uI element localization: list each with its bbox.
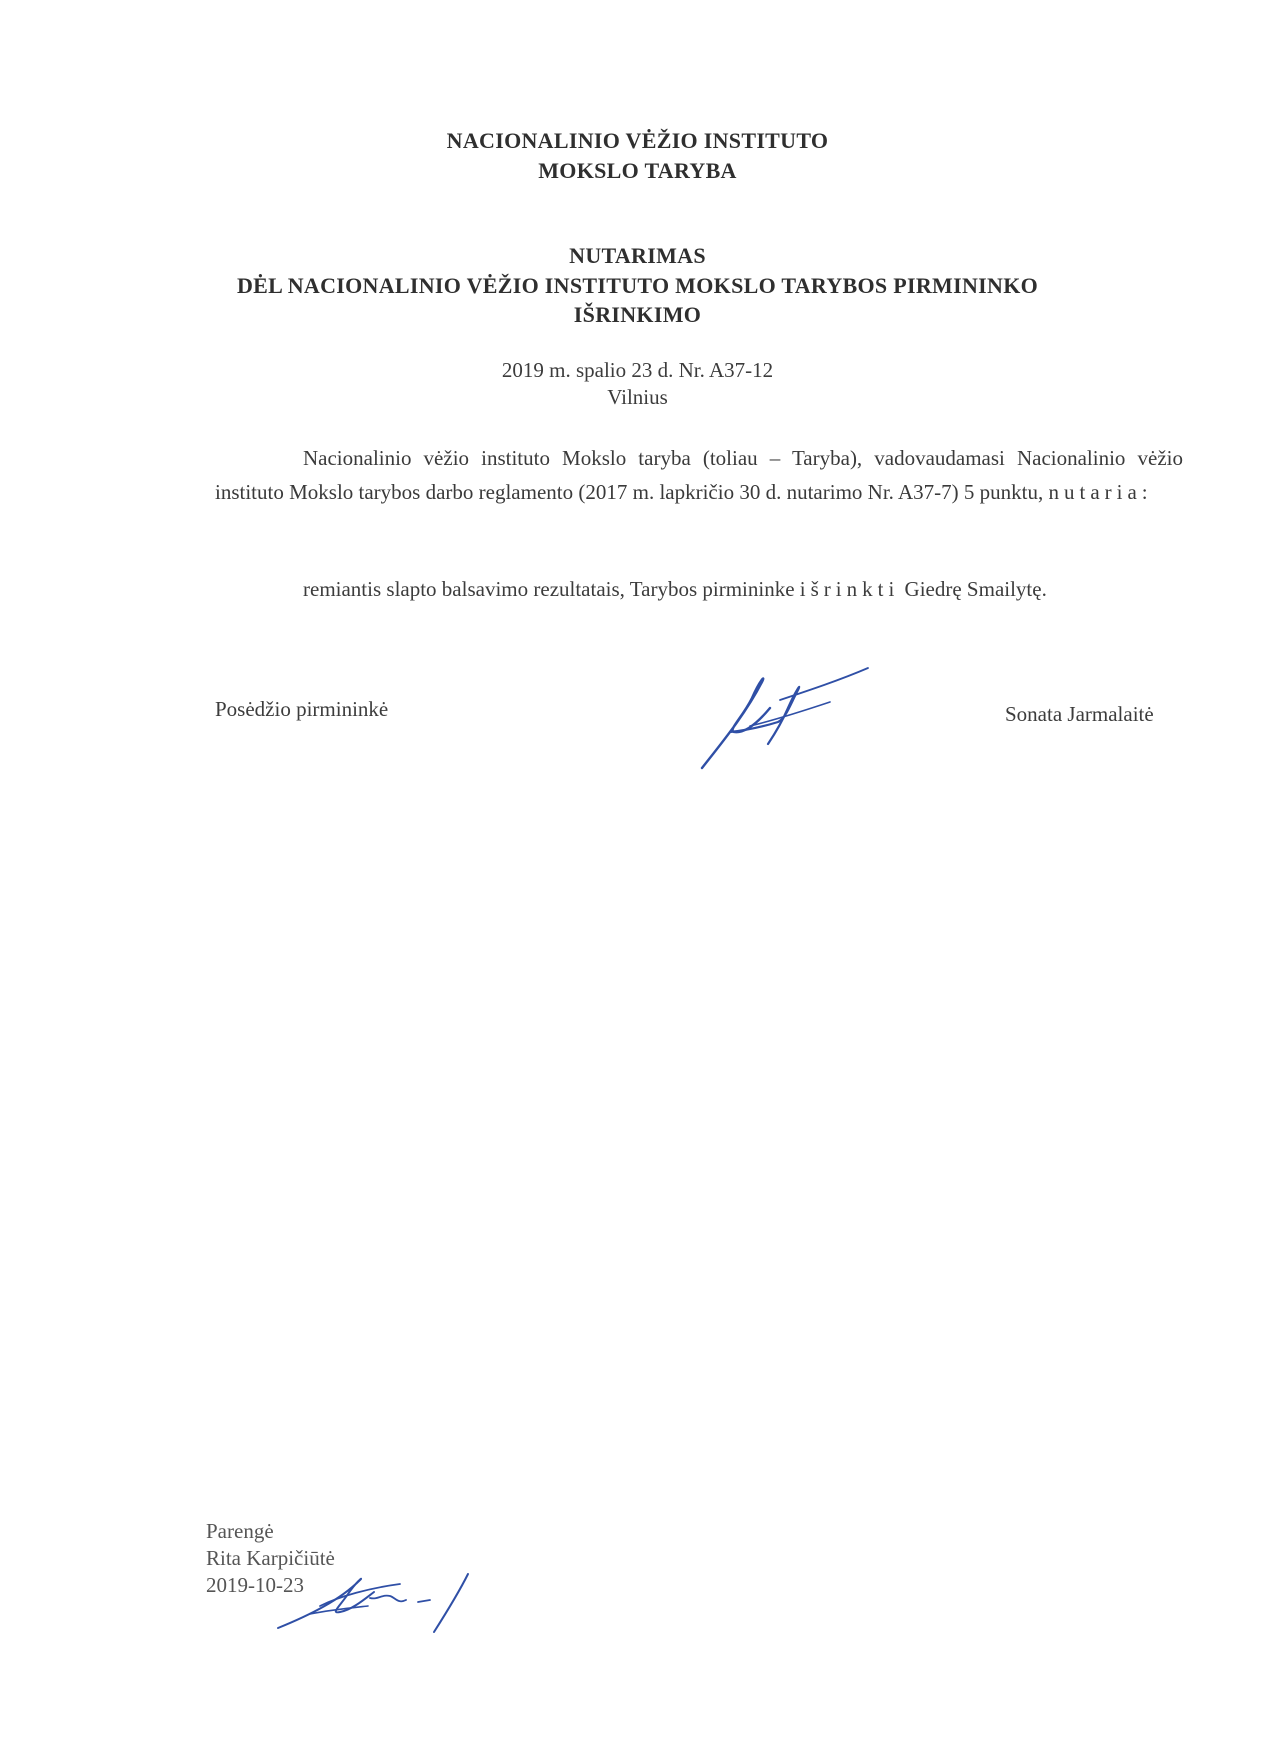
signatory-role: Posėdžio pirmininkė [215, 697, 389, 721]
institution-name: NACIONALINIO VĖŽIO INSTITUTO [446, 128, 829, 153]
preparer-signature-icon [270, 1570, 480, 1635]
chair-signature-icon [690, 660, 890, 775]
body-paragraph-1-text: Nacionalinio vėžio instituto Mokslo taryba (toliau – Taryba), vadovaudamasi Nacionalinio vėžio instituto Mokslo tarybos darbo reglamento (2017 m. lapkričio 30 d. nutarimo Nr. A37-7) 5 punktu, [215, 446, 1183, 504]
signatory-name: Sonata Jarmalaitė [1005, 702, 1154, 726]
body-paragraph-2 [303, 577, 1047, 602]
body-paragraph-1-end: : [1141, 480, 1148, 504]
decision-subject-line2: IŠRINKIMO [573, 302, 702, 327]
body-paragraph-2-text: remiantis slapto balsavimo rezultatais, Tarybos pirmininke [303, 577, 800, 601]
decision-subject-line1: DĖL NACIONALINIO VĖŽIO INSTITUTO MOKSLO TARYBOS PIRMININKO [236, 273, 1039, 298]
isrinkti-spaced: išrinkti [799, 577, 900, 601]
decision-place: Vilnius [607, 385, 668, 409]
body-paragraph-2-end: Giedrę Smailytę. [899, 577, 1047, 601]
decision-title: NUTARIMAS [569, 243, 706, 268]
decision-date-number: 2019 m. spalio 23 d. Nr. A37-12 [501, 358, 774, 382]
prepared-label: Parengė [206, 1519, 274, 1543]
preparer-name: Rita Karpičiūtė [206, 1546, 335, 1570]
prepared-date: 2019-10-23 [206, 1573, 304, 1597]
council-name: MOKSLO TARYBA [538, 158, 737, 183]
nutaria-spaced: nutaria [1048, 480, 1142, 504]
body-paragraph-1 [215, 441, 1183, 509]
